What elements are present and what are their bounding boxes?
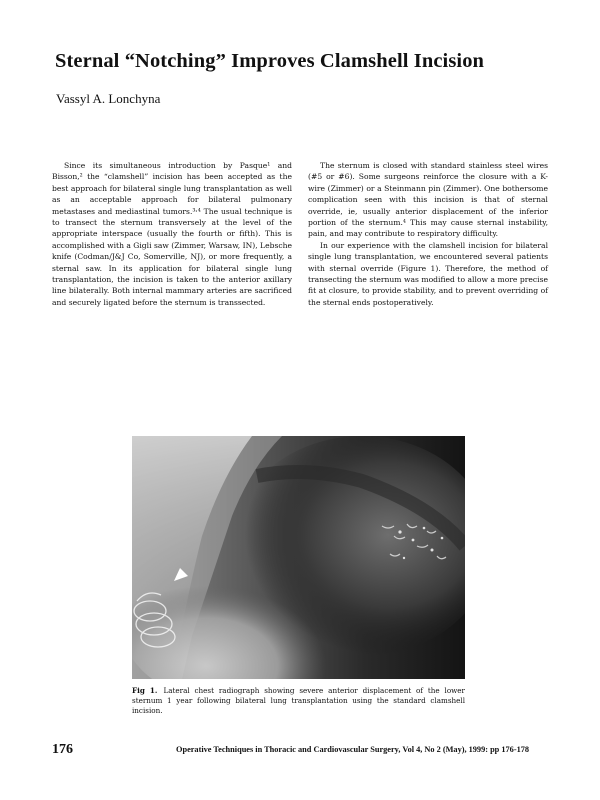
chest-radiograph-figure [132, 436, 465, 679]
page-number: 176 [52, 742, 73, 757]
journal-citation: Operative Techniques in Thoracic and Cardiovascular Surgery, Vol 4, No 2 (May), 1999: pp 176-178 [176, 745, 530, 754]
body-left-column [52, 160, 292, 308]
figure-caption-text: Lateral chest radiograph showing severe anterior displacement of the lower sternum 1 year following bilateral lung transplantation using the standard clamshell incision. [132, 686, 465, 715]
article-author: Vassyl A. Lonchyna [56, 91, 161, 106]
article-title: Sternal “Notching” Improves Clamshell Incision [55, 50, 485, 72]
radiograph-image [132, 436, 465, 679]
figure-label: Fig 1. [132, 686, 158, 695]
body-paragraph: The sternum is closed with standard stainless steel wires (#5 or #6). Some surgeons reinforce the closure with a K-wire (Zimmer) or a Steinmann pin (Zimmer). One bothersome complication seen with this incision is that of sternal override, ie, usually anterior displacement of the inferior portion of the sternum.⁴ This may cause sternal instability, pain, and may contribute to respiratory difficulty. [308, 161, 548, 239]
body-right-column [308, 160, 548, 308]
body-paragraph: In our experience with the clamshell incision for bilateral single lung transplantation, we encountered several patients with sternal override (Figure 1). Therefore, the method of transecting the sternum was modified to allow a more precise fit at closure, to provide stability, and to prevent overriding of the sternal ends postoperatively. [308, 240, 548, 307]
body-paragraph: Since its simultaneous introduction by Pasque¹ and Bisson,² the “clamshell” incision has been accepted as the best approach for bilateral single lung transplantation as well as an acceptable approach for bilateral pulmonary metastases and mediastinal tumors.³˒⁴ The usual technique is to transect the sternum transversely at the level of the appropriate interspace (usually the fourth or fifth). This is accomplished with a Gigli saw (Zimmer, Warsaw, IN), Lebsche knife (Codman/J&J Co, Somerville, NJ), or more frequently, a sternal saw. In its application for bilateral single lung transplantation, the incision is taken to the anterior axillary line bilaterally. Both internal mammary arteries are sacrificed and securely ligated before the sternum is transsected. [52, 161, 292, 307]
figure-caption [132, 686, 465, 716]
